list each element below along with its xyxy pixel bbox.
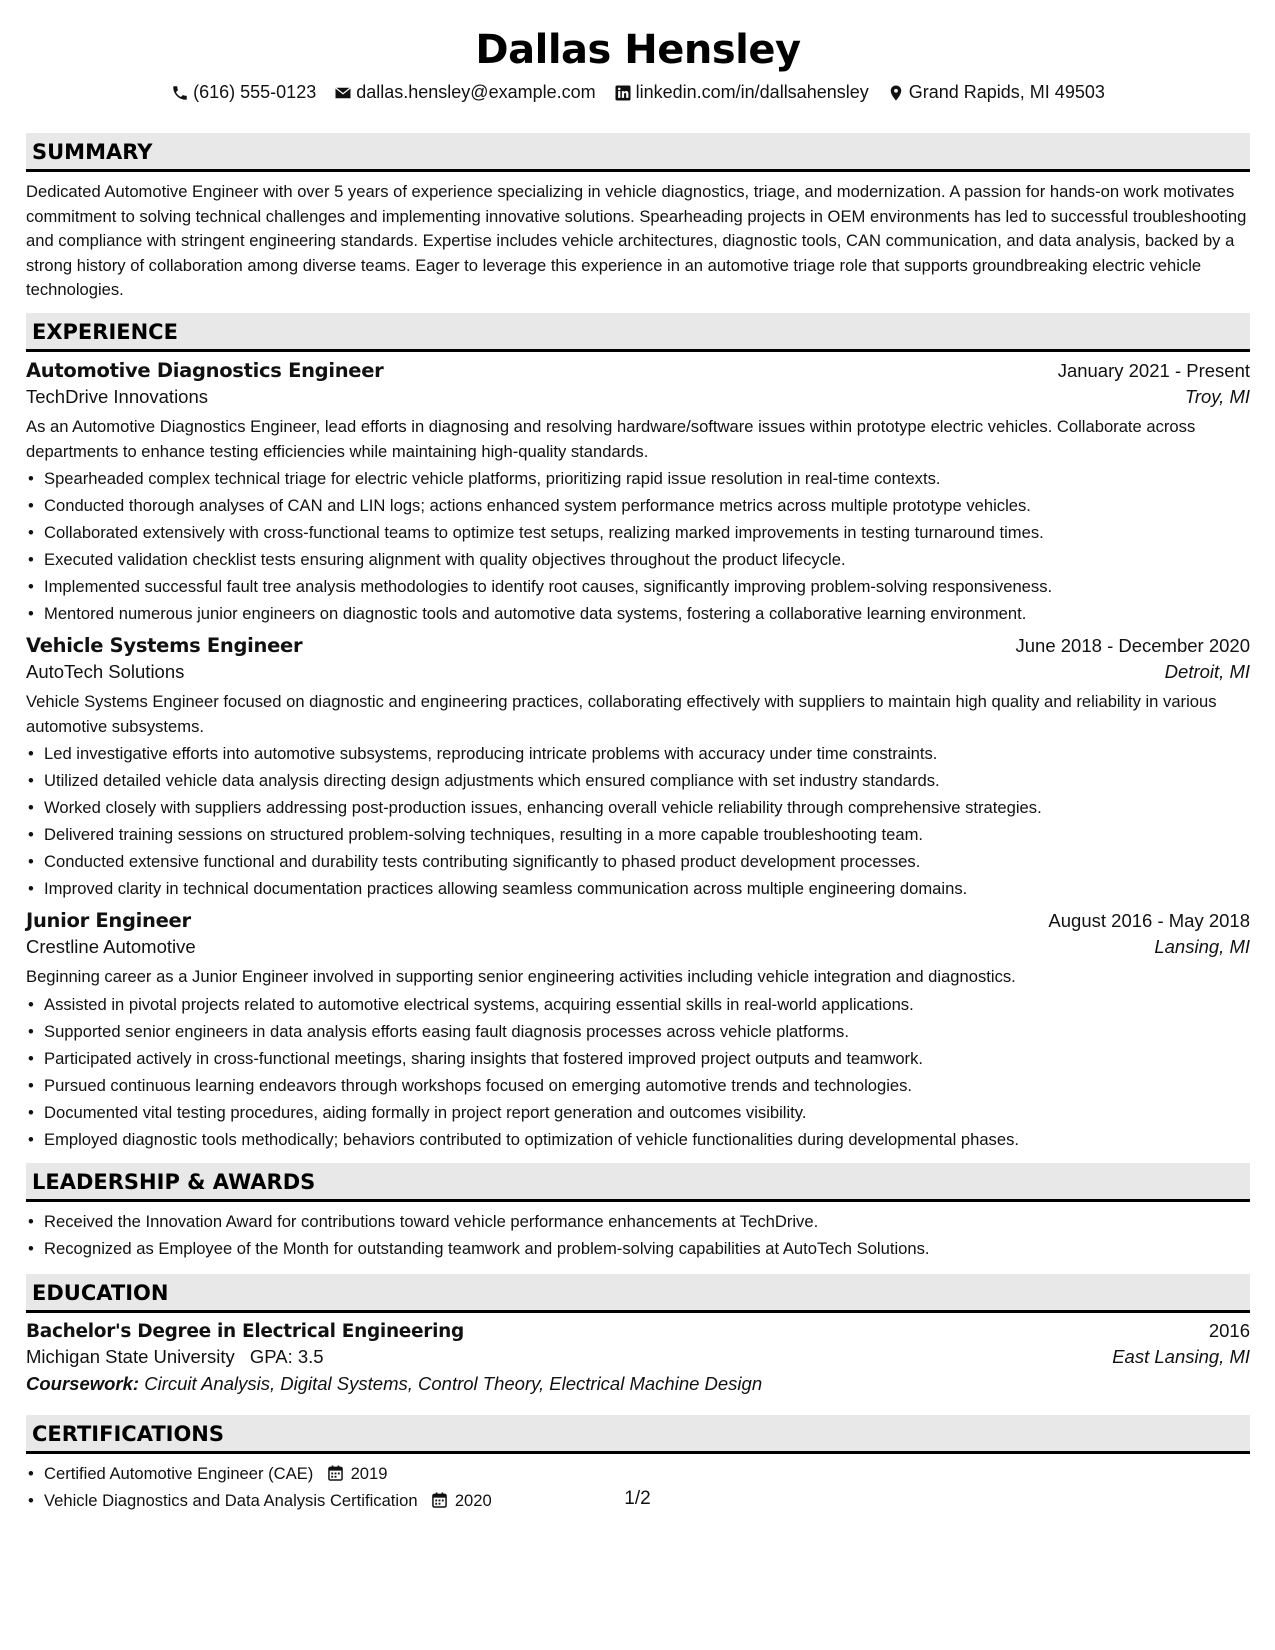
list-item: • Documented vital testing procedures, aiding formally in project report generation and outcomes visibility. xyxy=(44,1099,1250,1126)
education-location: East Lansing, MI xyxy=(1112,1345,1250,1367)
contact-bar xyxy=(26,82,1250,103)
coursework-list: Circuit Analysis, Digital Systems, Control Theory, Electrical Machine Design xyxy=(144,1372,763,1394)
envelope-icon xyxy=(334,84,352,102)
job-bullets xyxy=(26,740,1250,902)
education-school-line xyxy=(26,1346,324,1368)
email-text[interactable]: dallas.hensley@example.com xyxy=(356,82,596,102)
job-bullets xyxy=(26,991,1250,1153)
list-item: • Executed validation checklist tests ensuring alignment with quality objectives throughout the product lifecycle. xyxy=(44,546,1250,573)
list-item: • Spearheaded complex technical triage for electric vehicle platforms, prioritizing rapid issue resolution in real-time contexts. xyxy=(44,465,1250,492)
map-pin-icon xyxy=(887,84,905,102)
education-subheader xyxy=(26,1346,1250,1368)
coursework-line xyxy=(26,1373,1250,1395)
certification-name: Vehicle Diagnostics and Data Analysis Certification xyxy=(44,1490,418,1510)
job-entry xyxy=(26,909,1250,1153)
job-company: TechDrive Innovations xyxy=(26,385,209,407)
list-item: • Led investigative efforts into automotive subsystems, reproducing intricate problems with accuracy under time constraints. xyxy=(44,740,1250,767)
job-location: Detroit, MI xyxy=(1164,661,1250,683)
phone-text: (616) 555-0123 xyxy=(193,82,317,102)
job-header xyxy=(26,909,1250,932)
job-dates: August 2016 - May 2018 xyxy=(1048,910,1250,932)
job-subheader xyxy=(26,386,1250,408)
certification-year: 2019 xyxy=(350,1463,388,1483)
list-item: • Implemented successful fault tree analysis methodologies to identify root causes, significantly improving problem-solving responsiveness. xyxy=(44,573,1250,600)
linkedin-icon xyxy=(614,84,632,102)
job-dates: January 2021 - Present xyxy=(1057,359,1250,381)
coursework-label: Coursework: xyxy=(26,1372,140,1394)
job-entry xyxy=(26,634,1250,902)
degree-title: Bachelor's Degree in Electrical Engineering xyxy=(26,1320,464,1342)
certification-name: Certified Automotive Engineer (CAE) xyxy=(44,1463,314,1483)
job-summary: Beginning career as a Junior Engineer involved in supporting senior engineering activities including vehicle integration and diagnostics. xyxy=(26,967,1016,987)
phone-icon xyxy=(171,84,189,102)
list-item: • Collaborated extensively with cross-functional teams to optimize test setups, realizing marked improvements in testing turnaround times. xyxy=(44,519,1250,546)
school-name: Michigan State University xyxy=(26,1345,235,1367)
job-subheader xyxy=(26,936,1250,958)
section-heading-education: EDUCATION xyxy=(26,1274,1250,1313)
resume-page xyxy=(26,18,1250,1514)
job-title: Vehicle Systems Engineer xyxy=(26,634,303,658)
list-item: • Improved clarity in technical documentation practices allowing seamless communication across multiple engineering domains. xyxy=(44,875,1250,902)
list-item: • Utilized detailed vehicle data analysis directing design adjustments which ensured compliance with set industry standards. xyxy=(44,767,1250,794)
list-item: • Mentored numerous junior engineers on diagnostic tools and automotive data systems, fostering a collaborative learning environment. xyxy=(44,600,1250,627)
job-title: Automotive Diagnostics Engineer xyxy=(26,358,384,382)
leadership-list xyxy=(26,1208,1250,1262)
list-item: • Recognized as Employee of the Month for outstanding teamwork and problem-solving capabilities at AutoTech Solutions. xyxy=(44,1235,1250,1262)
list-item: • Employed diagnostic tools methodically; behaviors contributed to optimization of vehicle functionalities during developmental phases. xyxy=(44,1126,1250,1153)
job-summary: As an Automotive Diagnostics Engineer, lead efforts in diagnosing and resolving hardware/software issues within prototype electric vehicles. Collaborate across departments to enhance testing efficiencies while maintaining high-quality standards. xyxy=(26,416,1196,461)
list-item: • Received the Innovation Award for contributions toward vehicle performance enhancements at TechDrive. xyxy=(44,1208,1250,1235)
job-location: Troy, MI xyxy=(1184,385,1250,407)
job-dates: June 2018 - December 2020 xyxy=(1015,635,1250,657)
candidate-name: Dallas Hensley xyxy=(475,27,801,73)
list-item: • Assisted in pivotal projects related to automotive electrical systems, acquiring essential skills in real-world applications. xyxy=(44,991,1250,1018)
list-item: • Participated actively in cross-functional meetings, sharing insights that fostered improved project outputs and teamwork. xyxy=(44,1045,1250,1072)
section-heading-summary: SUMMARY xyxy=(26,133,1250,172)
list-item: • Delivered training sessions on structured problem-solving techniques, resulting in a more capable troubleshooting team. xyxy=(44,821,1250,848)
job-summary: Vehicle Systems Engineer focused on diagnostic and engineering practices, collaborating effectively with suppliers to maintain high quality and reliability in various automotive subsystems. xyxy=(26,692,1217,736)
job-entry xyxy=(26,359,1250,627)
section-heading-leadership: LEADERSHIP & AWARDS xyxy=(26,1163,1250,1202)
job-header xyxy=(26,634,1250,657)
page-number: 1/2 xyxy=(624,1488,651,1509)
contact-linkedin[interactable] xyxy=(614,82,869,103)
section-heading-certifications: CERTIFICATIONS xyxy=(26,1415,1250,1454)
job-company: AutoTech Solutions xyxy=(26,661,185,683)
education-header xyxy=(26,1320,1250,1342)
list-item: • Conducted extensive functional and durability tests contributing significantly to phased product development processes. xyxy=(44,848,1250,875)
section-heading-experience: EXPERIENCE xyxy=(26,313,1250,352)
list-item: • Pursued continuous learning endeavors through workshops focused on emerging automotive trends and technologies. xyxy=(44,1072,1250,1099)
location-text: Grand Rapids, MI 49503 xyxy=(908,82,1105,102)
list-item: • Conducted thorough analyses of CAN and LIN logs; actions enhanced system performance metrics across multiple prototype vehicles. xyxy=(44,492,1250,519)
education-year: 2016 xyxy=(1208,1319,1250,1341)
contact-email[interactable] xyxy=(334,82,595,103)
job-location: Lansing, MI xyxy=(1154,936,1250,958)
education-entry xyxy=(26,1320,1250,1395)
job-title: Junior Engineer xyxy=(26,909,191,933)
summary-text: Dedicated Automotive Engineer with over 5 years of experience specializing in vehicle diagnostics, triage, and modernization. A passion for hands-on work motivates commitment to solving technical challenges and implementing innovative solutions. Spearheading projects in OEM environments has led to successful troubleshooting and compliance with stringent engineering standards. Expertise includes vehicle architectures, diagnostic tools, CAN communication, and data analysis, backed by a strong history of collaboration among diverse teams. Eager to leverage this experience in an automotive triage role that supports groundbreaking electric vehicle technologies. xyxy=(26,182,1247,300)
linkedin-text[interactable]: linkedin.com/in/dallsahensley xyxy=(635,82,869,102)
gpa: GPA: 3.5 xyxy=(249,1345,324,1367)
list-item xyxy=(44,1460,1250,1487)
list-item: • Worked closely with suppliers addressing post-production issues, enhancing overall vehicle reliability through comprehensive strategies. xyxy=(44,794,1250,821)
job-bullets xyxy=(26,465,1250,627)
job-header xyxy=(26,359,1250,382)
calendar-icon xyxy=(328,1465,343,1481)
contact-phone xyxy=(171,82,316,103)
job-company: Crestline Automotive xyxy=(26,936,196,958)
list-item: • Supported senior engineers in data analysis efforts easing fault diagnosis processes across vehicle platforms. xyxy=(44,1018,1250,1045)
contact-location xyxy=(887,82,1105,103)
job-subheader xyxy=(26,661,1250,683)
certification-year: 2020 xyxy=(454,1490,492,1510)
